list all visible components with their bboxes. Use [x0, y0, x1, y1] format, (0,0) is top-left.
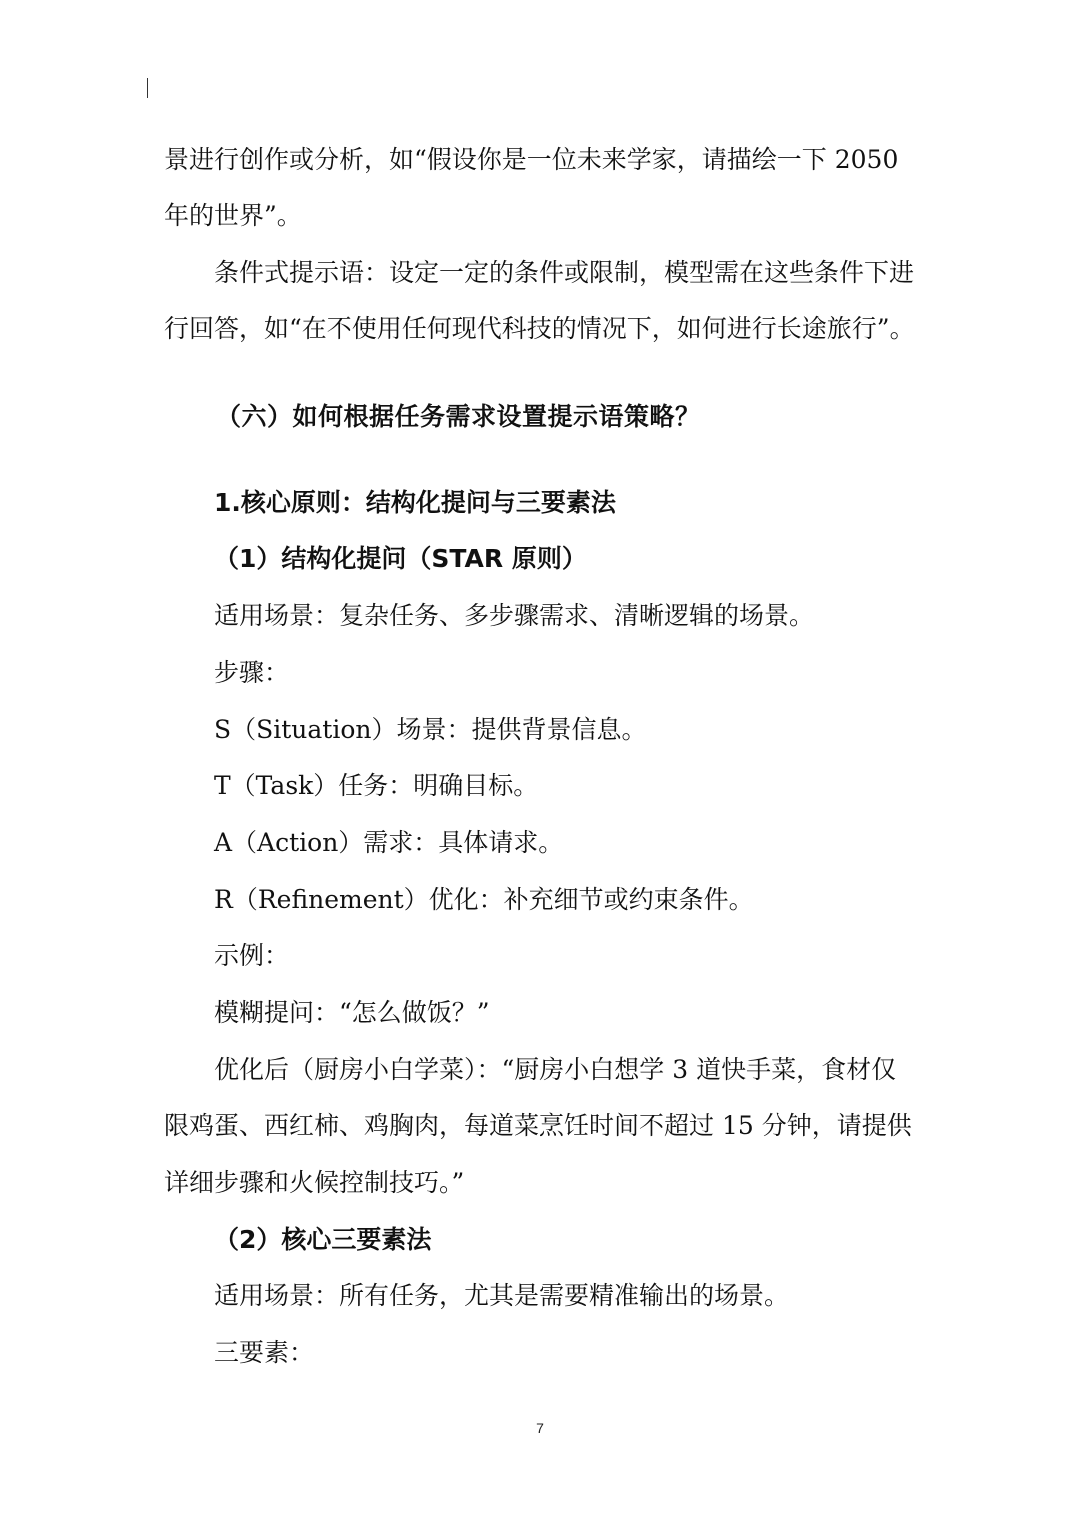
paragraph-line: 模糊提问：“怎么做饭？”: [214, 998, 490, 1027]
section-heading: （六）如何根据任务需求设置提示语策略？: [216, 402, 701, 431]
paragraph-line: 适用场景：所有任务，尤其是需要精准输出的场景。: [214, 1281, 790, 1310]
paragraph-line: 详细步骤和火候控制技巧。”: [164, 1168, 465, 1197]
paragraph-line: 步骤：: [214, 658, 290, 687]
paragraph-line: 年的世界”。: [164, 201, 302, 230]
page-number: 7: [536, 1420, 544, 1436]
subsection-heading: 1.核心原则：结构化提问与三要素法: [214, 488, 616, 517]
subsubsection-heading: （2）核心三要素法: [214, 1225, 432, 1254]
paragraph-line: 景进行创作或分析，如“假设你是一位未来学家，请描绘一下 2050: [164, 145, 899, 174]
paragraph-line: 示例：: [214, 941, 290, 970]
paragraph-line: 三要素：: [214, 1338, 315, 1367]
list-item: S（Situation）场景：提供背景信息。: [214, 715, 647, 744]
paragraph-line: 限鸡蛋、西红柿、鸡胸肉，每道菜烹饪时间不超过 15 分钟，请提供: [164, 1111, 912, 1140]
list-item: R（Refinement）优化：补充细节或约束条件。: [214, 885, 754, 914]
paragraph-line: 适用场景：复杂任务、多步骤需求、清晰逻辑的场景。: [214, 601, 815, 630]
list-item: A（Action）需求：具体请求。: [214, 828, 564, 857]
list-item: T（Task）任务：明确目标。: [214, 771, 539, 800]
text-cursor-mark: [147, 78, 148, 98]
paragraph-line: 行回答，如“在不使用任何现代科技的情况下，如何进行长途旅行”。: [164, 314, 915, 343]
paragraph-line: 优化后（厨房小白学菜）：“厨房小白想学 3 道快手菜，食材仅: [214, 1055, 897, 1084]
paragraph-line: 条件式提示语：设定一定的条件或限制，模型需在这些条件下进: [214, 258, 915, 287]
subsubsection-heading: （1）结构化提问（STAR 原则）: [214, 544, 587, 573]
